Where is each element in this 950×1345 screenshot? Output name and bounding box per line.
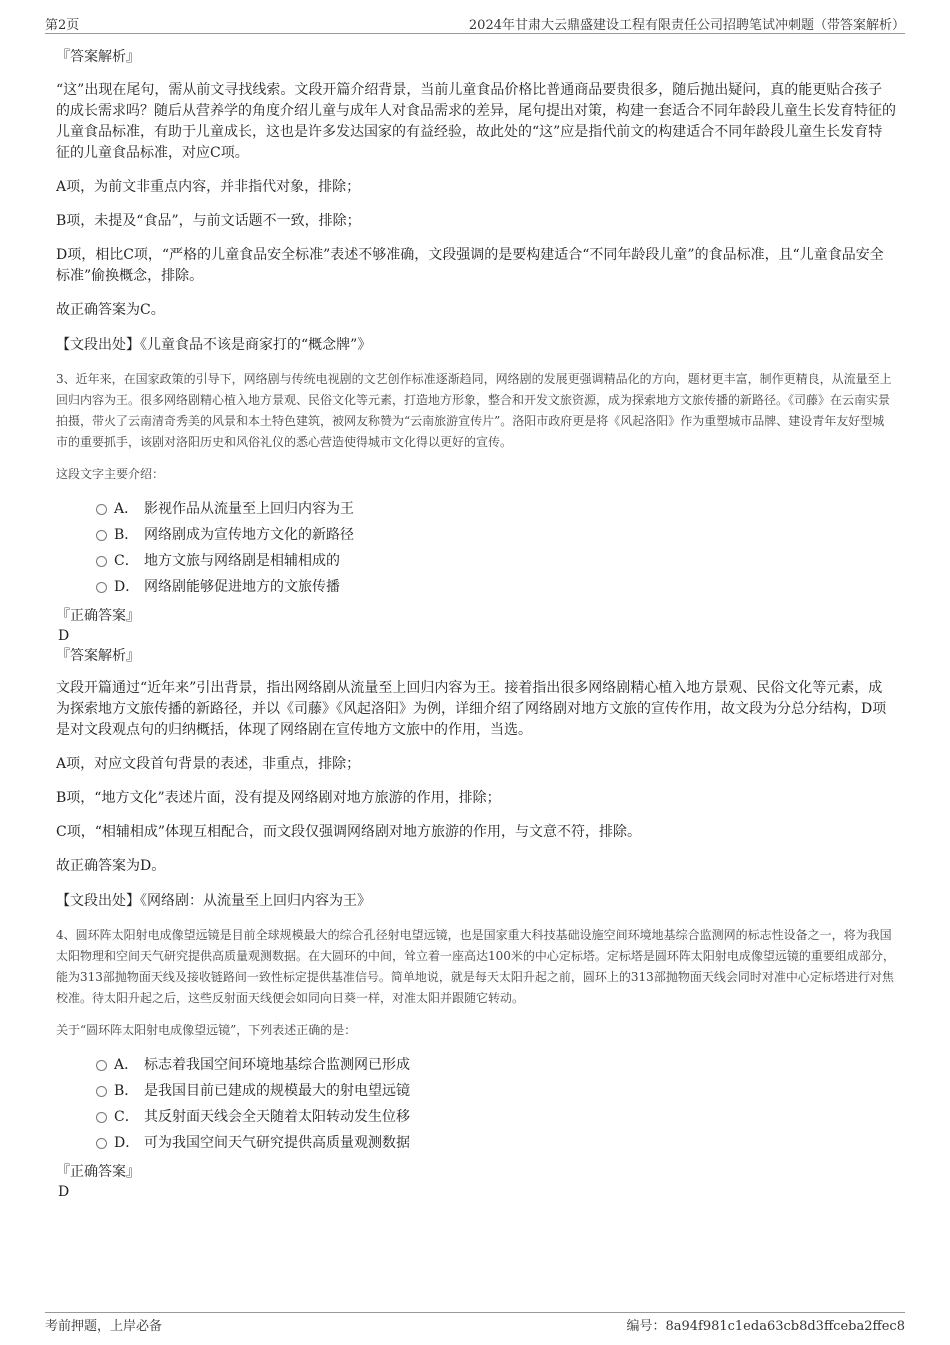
option-text: 标志着我国空间环境地基综合监测网已形成 xyxy=(144,1057,410,1073)
q2-source: 【文段出处】《儿童食品不该是商家打的“概念牌”》 xyxy=(56,337,372,353)
radio-icon[interactable] xyxy=(96,1086,107,1097)
radio-icon[interactable] xyxy=(96,504,107,515)
option-letter: D． xyxy=(114,1135,140,1151)
q3-prompt: 这段文字主要介绍： xyxy=(56,467,165,481)
option-text: 网络剧成为宣传地方文化的新路径 xyxy=(144,527,354,543)
option-letter: B． xyxy=(114,1083,139,1099)
q2-analysis-label: 『答案解析』 xyxy=(56,49,140,65)
option-letter: D． xyxy=(114,579,140,595)
q3-answer: D xyxy=(58,628,70,644)
option-letter: C． xyxy=(114,1109,139,1125)
q4-prompt: 关于“圆环阵太阳射电成像望远镜”，下列表述正确的是： xyxy=(56,1023,357,1037)
radio-icon[interactable] xyxy=(96,1138,107,1149)
option-text: 其反射面天线会全天随着太阳转动发生位移 xyxy=(144,1109,410,1125)
footer-divider xyxy=(45,1312,905,1313)
option-text: 可为我国空间天气研究提供高质量观测数据 xyxy=(144,1135,410,1151)
radio-icon[interactable] xyxy=(96,1060,107,1071)
option-letter: A． xyxy=(114,1057,139,1073)
radio-icon[interactable] xyxy=(96,530,107,541)
radio-icon[interactable] xyxy=(96,582,107,593)
q2-analysis-option-d: D项，相比C项，“严格的儿童食品安全标准”表述不够准确，文段强调的是要构建适合“不同年龄段儿童”的食品标准，且“儿童食品安全标准”偷换概念，排除。 xyxy=(56,247,884,284)
q3-option-d[interactable] xyxy=(56,574,896,600)
option-text: 是我国目前已建成的规模最大的射电望远镜 xyxy=(144,1083,410,1099)
q4-stem: 4、圆环阵太阳射电成像望远镜是目前全球规模最大的综合孔径射电望远镜，也是国家重大科技基础设施空间环境地基综合监测网的标志性设备之一，将为我国太阳物理和空间天气研究提供高质量观测数据。在大圆环的中间，耸立着一座高达100米的中心定标塔。定标塔是圆环阵太阳射电成像望远镜的重要组成部分，能为313部抛物面天线及接收链路间一致性标定提供基准信号。简单地说，就是每天太阳升起之前，圆环上的313部抛物面天线会同时对准中心定标塔进行对焦校准。待太阳升起之后，这些反射面天线便会如同向日葵一样，对准太阳并跟随它转动。 xyxy=(56,928,895,1005)
option-text: 影视作品从流量至上回归内容为王 xyxy=(144,501,354,517)
q4-option-c[interactable] xyxy=(56,1104,896,1130)
footer-slogan: 考前押题，上岸必备 xyxy=(45,1319,163,1334)
page-number: 第2页 xyxy=(45,18,80,33)
footer-serial-number: 编号：8a94f981c1eda63cb8d3ffceba2ffec8 xyxy=(626,1319,905,1334)
option-letter: B． xyxy=(114,527,139,543)
option-letter: C． xyxy=(114,553,139,569)
document-title: 2024年甘肃大云鼎盛建设工程有限责任公司招聘笔试冲刺题（带答案解析） xyxy=(468,18,905,33)
header-divider xyxy=(45,33,905,34)
q3-answer-label: 『正确答案』 xyxy=(56,608,140,624)
q3-analysis-option-a: A项，对应文段首句背景的表述，非重点，排除； xyxy=(56,756,361,772)
radio-icon[interactable] xyxy=(96,1112,107,1123)
q3-stem: 3、近年来，在国家政策的引导下，网络剧与传统电视剧的文艺创作标准逐渐趋同，网络剧的发展更强调精品化的方向，题材更丰富，制作更精良，从流量至上回归内容为王。很多网络剧精心植入地方景观、民俗文化等元素，打造地方形象，整合和开发文旅资源，成为探索地方文旅传播的新路径。《司藤》在云南实景拍摄，带火了云南清奇秀美的风景和本土特色建筑，被网友称赞为“云南旅游宣传片”。洛阳市政府更是将《风起洛阳》作为重塑城市品牌、建设青年友好型城市的重要抓手，该剧对洛阳历史和风俗礼仪的悉心营造使得城市文化得以更好的宣传。 xyxy=(56,372,892,449)
option-text: 网络剧能够促进地方的文旅传播 xyxy=(144,579,340,595)
radio-icon[interactable] xyxy=(96,556,107,567)
q2-analysis-option-a: A项，为前文非重点内容，并非指代对象，排除； xyxy=(56,179,361,195)
q3-option-a[interactable] xyxy=(56,496,896,522)
q4-option-a[interactable] xyxy=(56,1052,896,1078)
q3-options xyxy=(56,496,896,600)
q3-analysis-paragraph: 文段开篇通过“近年来”引出背景，指出网络剧从流量至上回归内容为王。接着指出很多网络剧精心植入地方景观、民俗文化等元素，成为探索地方文旅传播的新路径，并以《司藤》《风起洛阳》为例，详细介绍了网络剧对地方文旅的宣传作用，故文段为分总分结构，D项是对文段观点句的归纳概括，体现了网络剧在宣传地方文旅中的作用，当选。 xyxy=(56,680,887,738)
q3-option-b[interactable] xyxy=(56,522,896,548)
q3-conclusion: 故正确答案为D。 xyxy=(56,858,166,874)
q3-analysis-label: 『答案解析』 xyxy=(56,648,140,664)
q4-answer: D xyxy=(58,1184,70,1200)
option-letter: A． xyxy=(114,501,139,517)
q3-option-c[interactable] xyxy=(56,548,896,574)
option-text: 地方文旅与网络剧是相辅相成的 xyxy=(144,553,340,569)
q3-analysis-option-c: C项，“相辅相成”体现互相配合，而文段仅强调网络剧对地方旅游的作用，与文意不符，排除。 xyxy=(56,824,642,840)
q4-option-b[interactable] xyxy=(56,1078,896,1104)
q4-answer-label: 『正确答案』 xyxy=(56,1164,140,1180)
q4-options xyxy=(56,1052,896,1156)
q2-conclusion: 故正确答案为C。 xyxy=(56,302,165,318)
main-content xyxy=(56,44,896,1202)
q2-analysis-option-b: B项，未提及“食品”，与前文话题不一致，排除； xyxy=(56,213,361,229)
q3-source: 【文段出处】《网络剧：从流量至上回归内容为王》 xyxy=(56,893,371,909)
q2-analysis-paragraph: “这”出现在尾句，需从前文寻找线索。文段开篇介绍背景，当前儿童食品价格比普通商品要贵很多，随后抛出疑问，真的能更贴合孩子的成长需求吗？随后从营养学的角度介绍儿童与成年人对食品需求的差异，尾句提出对策，构建一套适合不同年龄段儿童生长发育特征的儿童食品标准，有助于儿童成长，这也是许多发达国家的有益经验，故此处的“这”应是指代前文的构建适合不同年龄段儿童生长发育特征的儿童食品标准，对应C项。 xyxy=(56,82,896,161)
q3-analysis-option-b: B项，“地方文化”表述片面，没有提及网络剧对地方旅游的作用，排除； xyxy=(56,790,501,806)
q4-option-d[interactable] xyxy=(56,1130,896,1156)
